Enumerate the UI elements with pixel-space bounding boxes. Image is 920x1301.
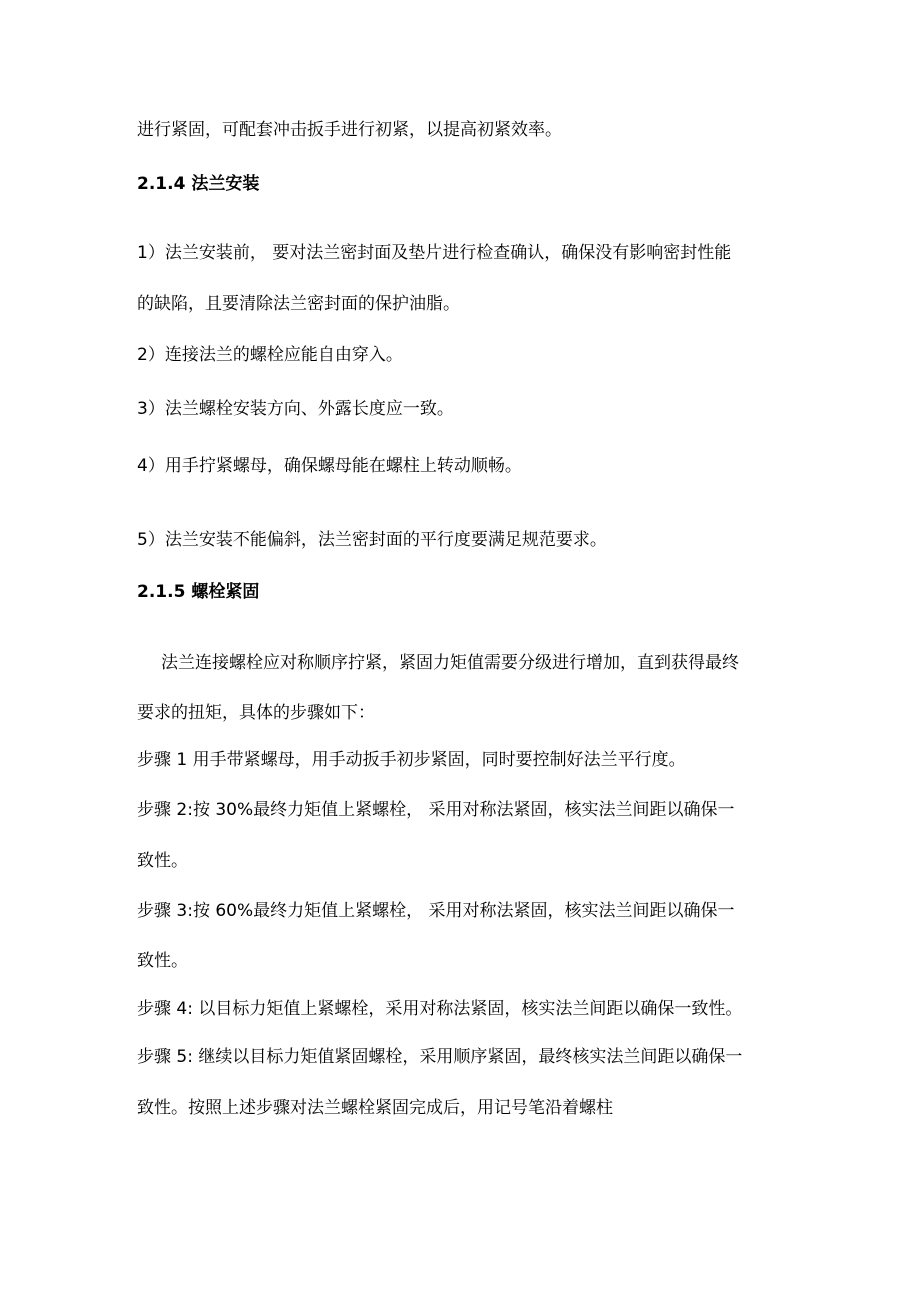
list-item-1-line: 1）法兰安装前， 要对法兰密封面及垫片进行检查确认，确保没有影响密封性能 [137, 243, 732, 263]
list-item-5: 5）法兰安装不能偏斜，法兰密封面的平行度要满足规范要求。 [137, 530, 607, 550]
paragraph-intro-line: 法兰连接螺栓应对称顺序拧紧，紧固力矩值需要分级进行增加，直到获得最终 [161, 653, 739, 673]
paragraph-intro-continuation: 要求的扭矩，具体的步骤如下： [137, 703, 375, 723]
step-2-continuation: 致性。 [137, 851, 188, 871]
step-3-line: 步骤 3:按 60%最终力矩值上紧螺栓， 采用对称法紧固，核实法兰间距以确保一 [137, 901, 735, 921]
step-4: 步骤 4: 以目标力矩值上紧螺栓，采用对称法紧固，核实法兰间距以确保一致性。 [137, 999, 743, 1019]
list-item-1-continuation: 的缺陷，且要清除法兰密封面的保护油脂。 [137, 294, 460, 314]
list-item-2: 2）连接法兰的螺栓应能自由穿入。 [137, 345, 403, 365]
list-item-3: 3）法兰螺栓安装方向、外露长度应一致。 [137, 399, 454, 419]
section-heading-2-1-5: 2.1.5 螺栓紧固 [137, 582, 260, 602]
step-1: 步骤 1 用手带紧螺母，用手动扳手初步紧固，同时要控制好法兰平行度。 [137, 750, 686, 770]
step-5-continuation: 致性。按照上述步骤对法兰螺栓紧固完成后，用记号笔沿着螺柱 [137, 1098, 613, 1118]
step-3-continuation: 致性。 [137, 951, 188, 971]
list-item-4: 4）用手拧紧螺母，确保螺母能在螺柱上转动顺畅。 [137, 456, 522, 476]
step-5-line: 步骤 5: 继续以目标力矩值紧固螺栓，采用顺序紧固，最终核实法兰间距以确保一 [137, 1047, 743, 1067]
step-2-line: 步骤 2:按 30%最终力矩值上紧螺栓， 采用对称法紧固，核实法兰间距以确保一 [137, 800, 735, 820]
paragraph-line: 进行紧固，可配套冲击扳手进行初紧，以提高初紧效率。 [137, 120, 562, 140]
section-heading-2-1-4: 2.1.4 法兰安装 [137, 174, 260, 194]
